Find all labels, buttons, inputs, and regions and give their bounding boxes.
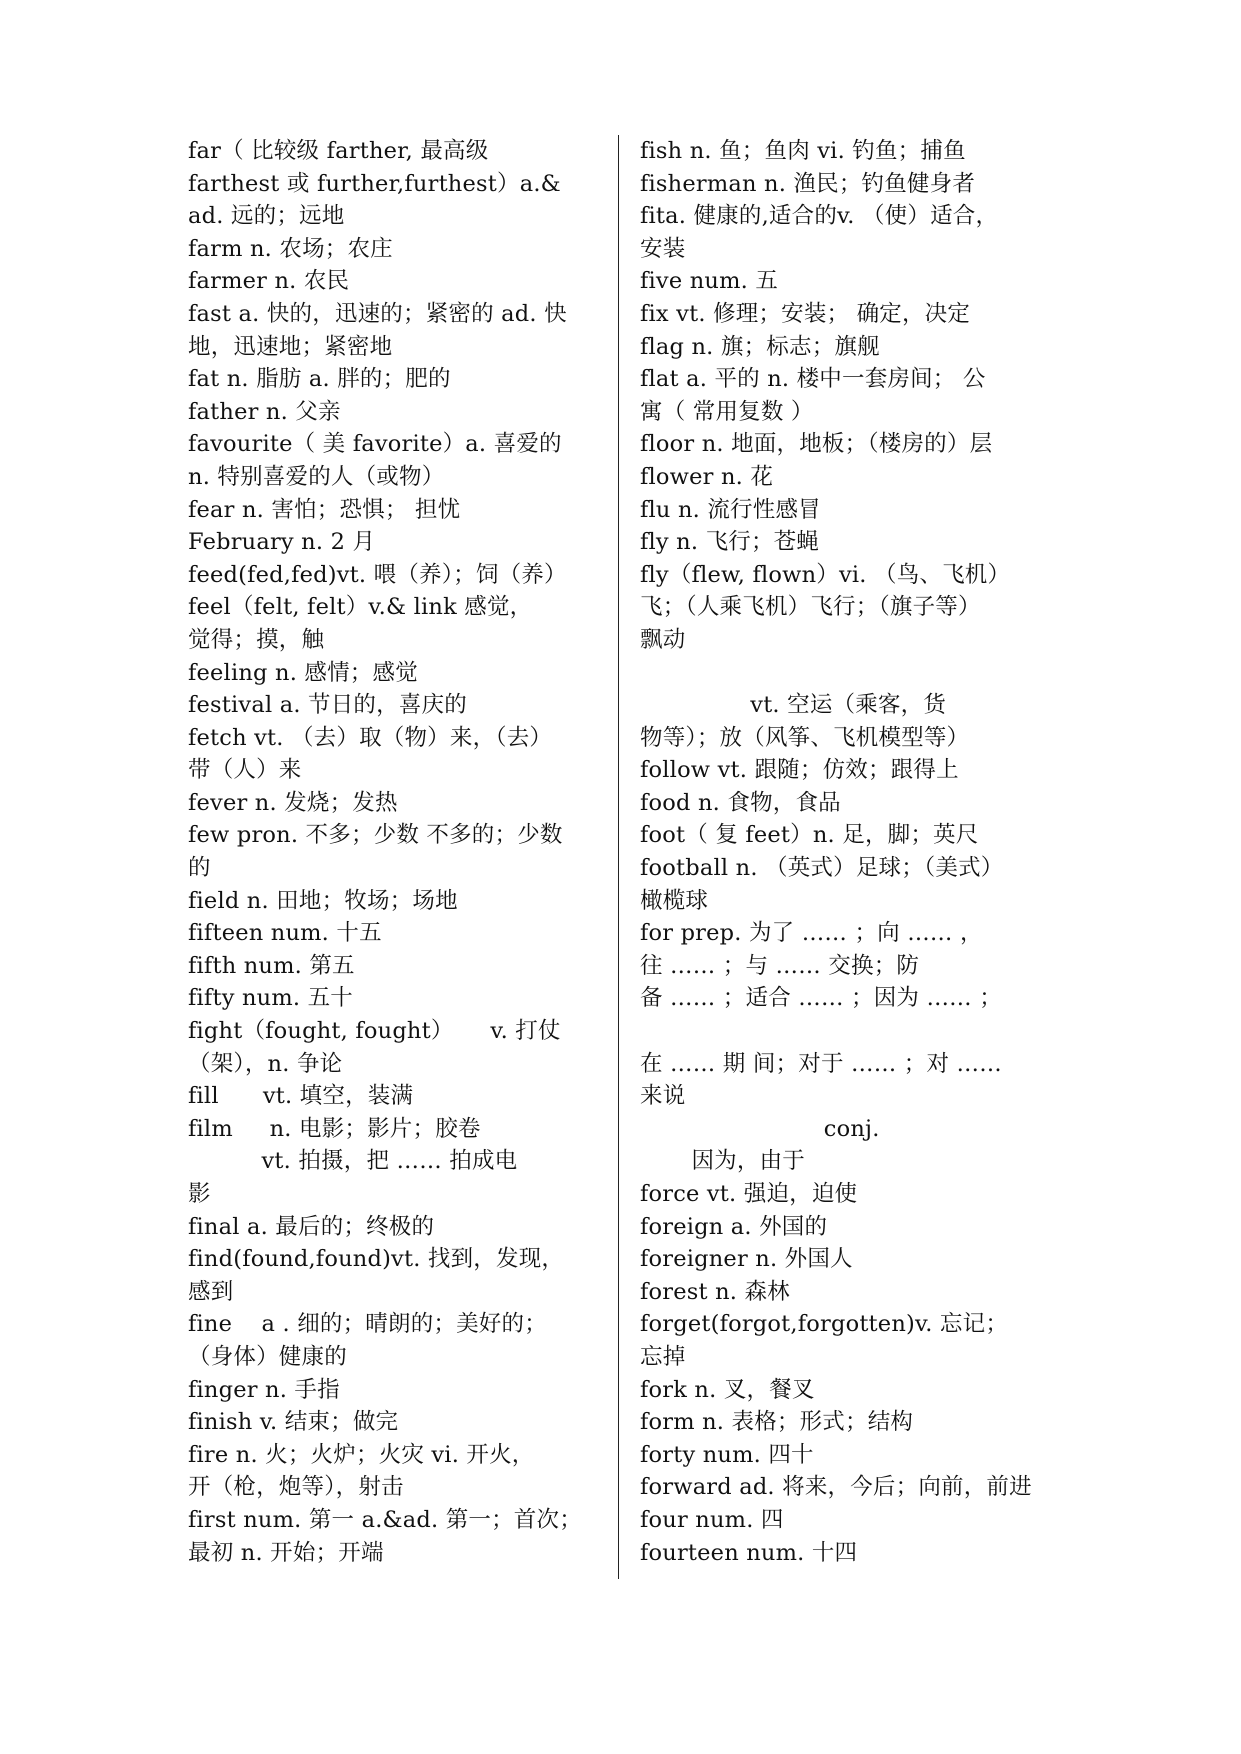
entry-line: vt. 拍摄，把 …… 拍成电 — [188, 1148, 518, 1175]
entry-line: final a. 最后的；终极的 — [188, 1213, 435, 1240]
entry-line: film n. 电影；影片；胶卷 — [188, 1115, 481, 1142]
entry-line: farthest 或 further,furthest）a.& — [188, 170, 561, 197]
entry-line: finger n. 手指 — [188, 1376, 340, 1403]
entry-line: follow vt. 跟随；仿效；跟得上 — [640, 757, 959, 784]
entry-line: field n. 田地；牧场；场地 — [188, 887, 458, 914]
entry-line: 影 — [188, 1181, 211, 1207]
entry-line: first num. 第一 a.&ad. 第一；首次； — [188, 1506, 582, 1533]
entry-line: fly（flew, flown）vi. （鸟、飞机） — [640, 561, 1011, 588]
entry-line: 的 — [188, 855, 211, 882]
entry-line: fita. 健康的,适合的v. （使）适合， — [640, 203, 999, 230]
entry-line: fever n. 发烧；发热 — [188, 789, 398, 816]
entry-line: n. 特别喜爱的人（或物） — [188, 463, 445, 490]
entry-line: flower n. 花 — [640, 463, 774, 490]
entry-line: fetch vt. （去）取（物）来，（去） — [188, 724, 553, 751]
entry-line: forest n. 森林 — [640, 1278, 790, 1305]
entry-line: fat n. 脂肪 a. 胖的；肥的 — [188, 366, 451, 393]
entry-line: fourteen num. 十四 — [640, 1539, 858, 1566]
entry-line: 带（人）来 — [188, 757, 302, 784]
entry-line: 忘掉 — [640, 1343, 686, 1370]
entry-line: fix vt. 修理；安装； 确定，决定 — [640, 300, 971, 327]
entry-line: 在 …… 期 间；对于 …… ；对 …… — [640, 1050, 1002, 1077]
entry-line — [640, 657, 1040, 690]
entry-line: conj. — [640, 1115, 880, 1142]
entry-line: flag n. 旗；标志；旗舰 — [640, 333, 880, 360]
entry-line: favourite（ 美 favorite）a. 喜爱的 — [188, 431, 562, 458]
entry-line: flu n. 流行性感冒 — [640, 496, 821, 523]
entry-line: 地，迅速地；紧密地 — [188, 333, 393, 360]
entry-line: fight（fought, fought） v. 打仗 — [188, 1018, 561, 1045]
entry-line: fifteen num. 十五 — [188, 920, 382, 947]
entry-line: far（ 比较级 farther, 最高级 — [188, 138, 489, 164]
entry-line: forget(forgot,forgotten)v. 忘记； — [640, 1311, 1009, 1338]
entry-line: foot（ 复 feet）n. 足，脚；英尺 — [640, 822, 979, 849]
entry-line: fast a. 快的，迅速的；紧密的 ad. 快 — [188, 300, 567, 327]
entry-line: 飘动 — [640, 626, 686, 653]
entry-line: flat a. 平的 n. 楼中一套房间； 公 — [640, 366, 986, 393]
entry-line: fire n. 火；火炉；火灾 vi. 开火， — [188, 1441, 535, 1468]
entry-line: find(found,found)vt. 找到，发现， — [188, 1246, 565, 1273]
entry-line: foreign a. 外国的 — [640, 1213, 828, 1240]
entry-line: five num. 五 — [640, 268, 779, 295]
entry-line: forty num. 四十 — [640, 1441, 814, 1468]
entry-line: form n. 表格；形式；结构 — [640, 1409, 914, 1436]
entry-line: feeling n. 感情；感觉 — [188, 659, 418, 686]
entry-line: fisherman n. 渔民；钓鱼健身者 — [640, 170, 976, 197]
entry-line: 备 …… ；适合 …… ；因为 …… ； — [640, 985, 1002, 1012]
entry-line: fish n. 鱼；鱼肉 vi. 钓鱼；捕鱼 — [640, 138, 966, 164]
column-divider — [618, 135, 619, 1579]
entry-line: 飞；（人乘飞机）飞行；（旗子等） — [640, 594, 981, 621]
entry-line: floor n. 地面，地板；（楼房的）层 — [640, 431, 993, 458]
entry-line: February n. 2 月 — [188, 529, 376, 556]
entry-line: 物等）；放（风筝、飞机模型等） — [640, 724, 970, 751]
entry-line: four num. 四 — [640, 1506, 784, 1533]
entry-line: farm n. 农场；农庄 — [188, 235, 393, 262]
entry-line: fifth num. 第五 — [188, 952, 355, 979]
entry-line: for prep. 为了 …… ；向 …… ， — [640, 920, 983, 947]
entry-line: fill vt. 填空，装满 — [188, 1083, 414, 1110]
entry-line: 安装 — [640, 235, 686, 262]
entry-line: （身体）健康的 — [188, 1343, 347, 1370]
entry-line: food n. 食物，食品 — [640, 789, 841, 816]
entry-line: festival a. 节日的，喜庆的 — [188, 692, 467, 719]
entry-line: 感到 — [188, 1278, 234, 1305]
entry-line: force vt. 强迫，迫使 — [640, 1181, 858, 1207]
entry-line: few pron. 不多；少数 不多的；少数 — [188, 822, 563, 849]
entry-line: 来说 — [640, 1083, 686, 1110]
entry-line: 因为，由于 — [640, 1148, 805, 1175]
entry-line: foreigner n. 外国人 — [640, 1246, 853, 1273]
entry-line: 橄榄球 — [640, 887, 709, 914]
entry-line: 觉得；摸，触 — [188, 626, 325, 653]
entry-line: （架），n. 争论 — [188, 1050, 343, 1077]
entry-line: farmer n. 农民 — [188, 268, 350, 295]
entry-line: 开（枪，炮等），射击 — [188, 1474, 404, 1501]
entry-line: ad. 远的；远地 — [188, 203, 345, 230]
entry-line: feed(fed,fed)vt. 喂（养）；饲（养） — [188, 561, 567, 588]
entry-line: 往 …… ；与 …… 交换；防 — [640, 952, 920, 979]
entry-line: fear n. 害怕；恐惧； 担忧 — [188, 496, 461, 523]
entry-line: football n. （英式）足球；（美式） — [640, 855, 1004, 882]
entry-line: father n. 父亲 — [188, 398, 341, 425]
left-column — [188, 135, 588, 1569]
entry-line: fifty num. 五十 — [188, 985, 353, 1012]
entry-line: feel（felt, felt）v.& link 感觉， — [188, 594, 533, 621]
entry-line: vt. 空运（乘客，货 — [640, 692, 947, 719]
entry-line: 最初 n. 开始；开端 — [188, 1539, 384, 1566]
right-column — [640, 135, 1040, 1569]
entry-line — [640, 1015, 1040, 1048]
entry-line: finish v. 结束；做完 — [188, 1409, 399, 1436]
entry-line: 寓（ 常用复数 ） — [640, 398, 814, 425]
entry-line: fork n. 叉，餐叉 — [640, 1376, 815, 1403]
entry-line: fine a . 细的；晴朗的；美好的； — [188, 1311, 547, 1338]
entry-line: forward ad. 将来，今后；向前，前进 — [640, 1474, 1032, 1501]
entry-line: fly n. 飞行；苍蝇 — [640, 529, 820, 556]
